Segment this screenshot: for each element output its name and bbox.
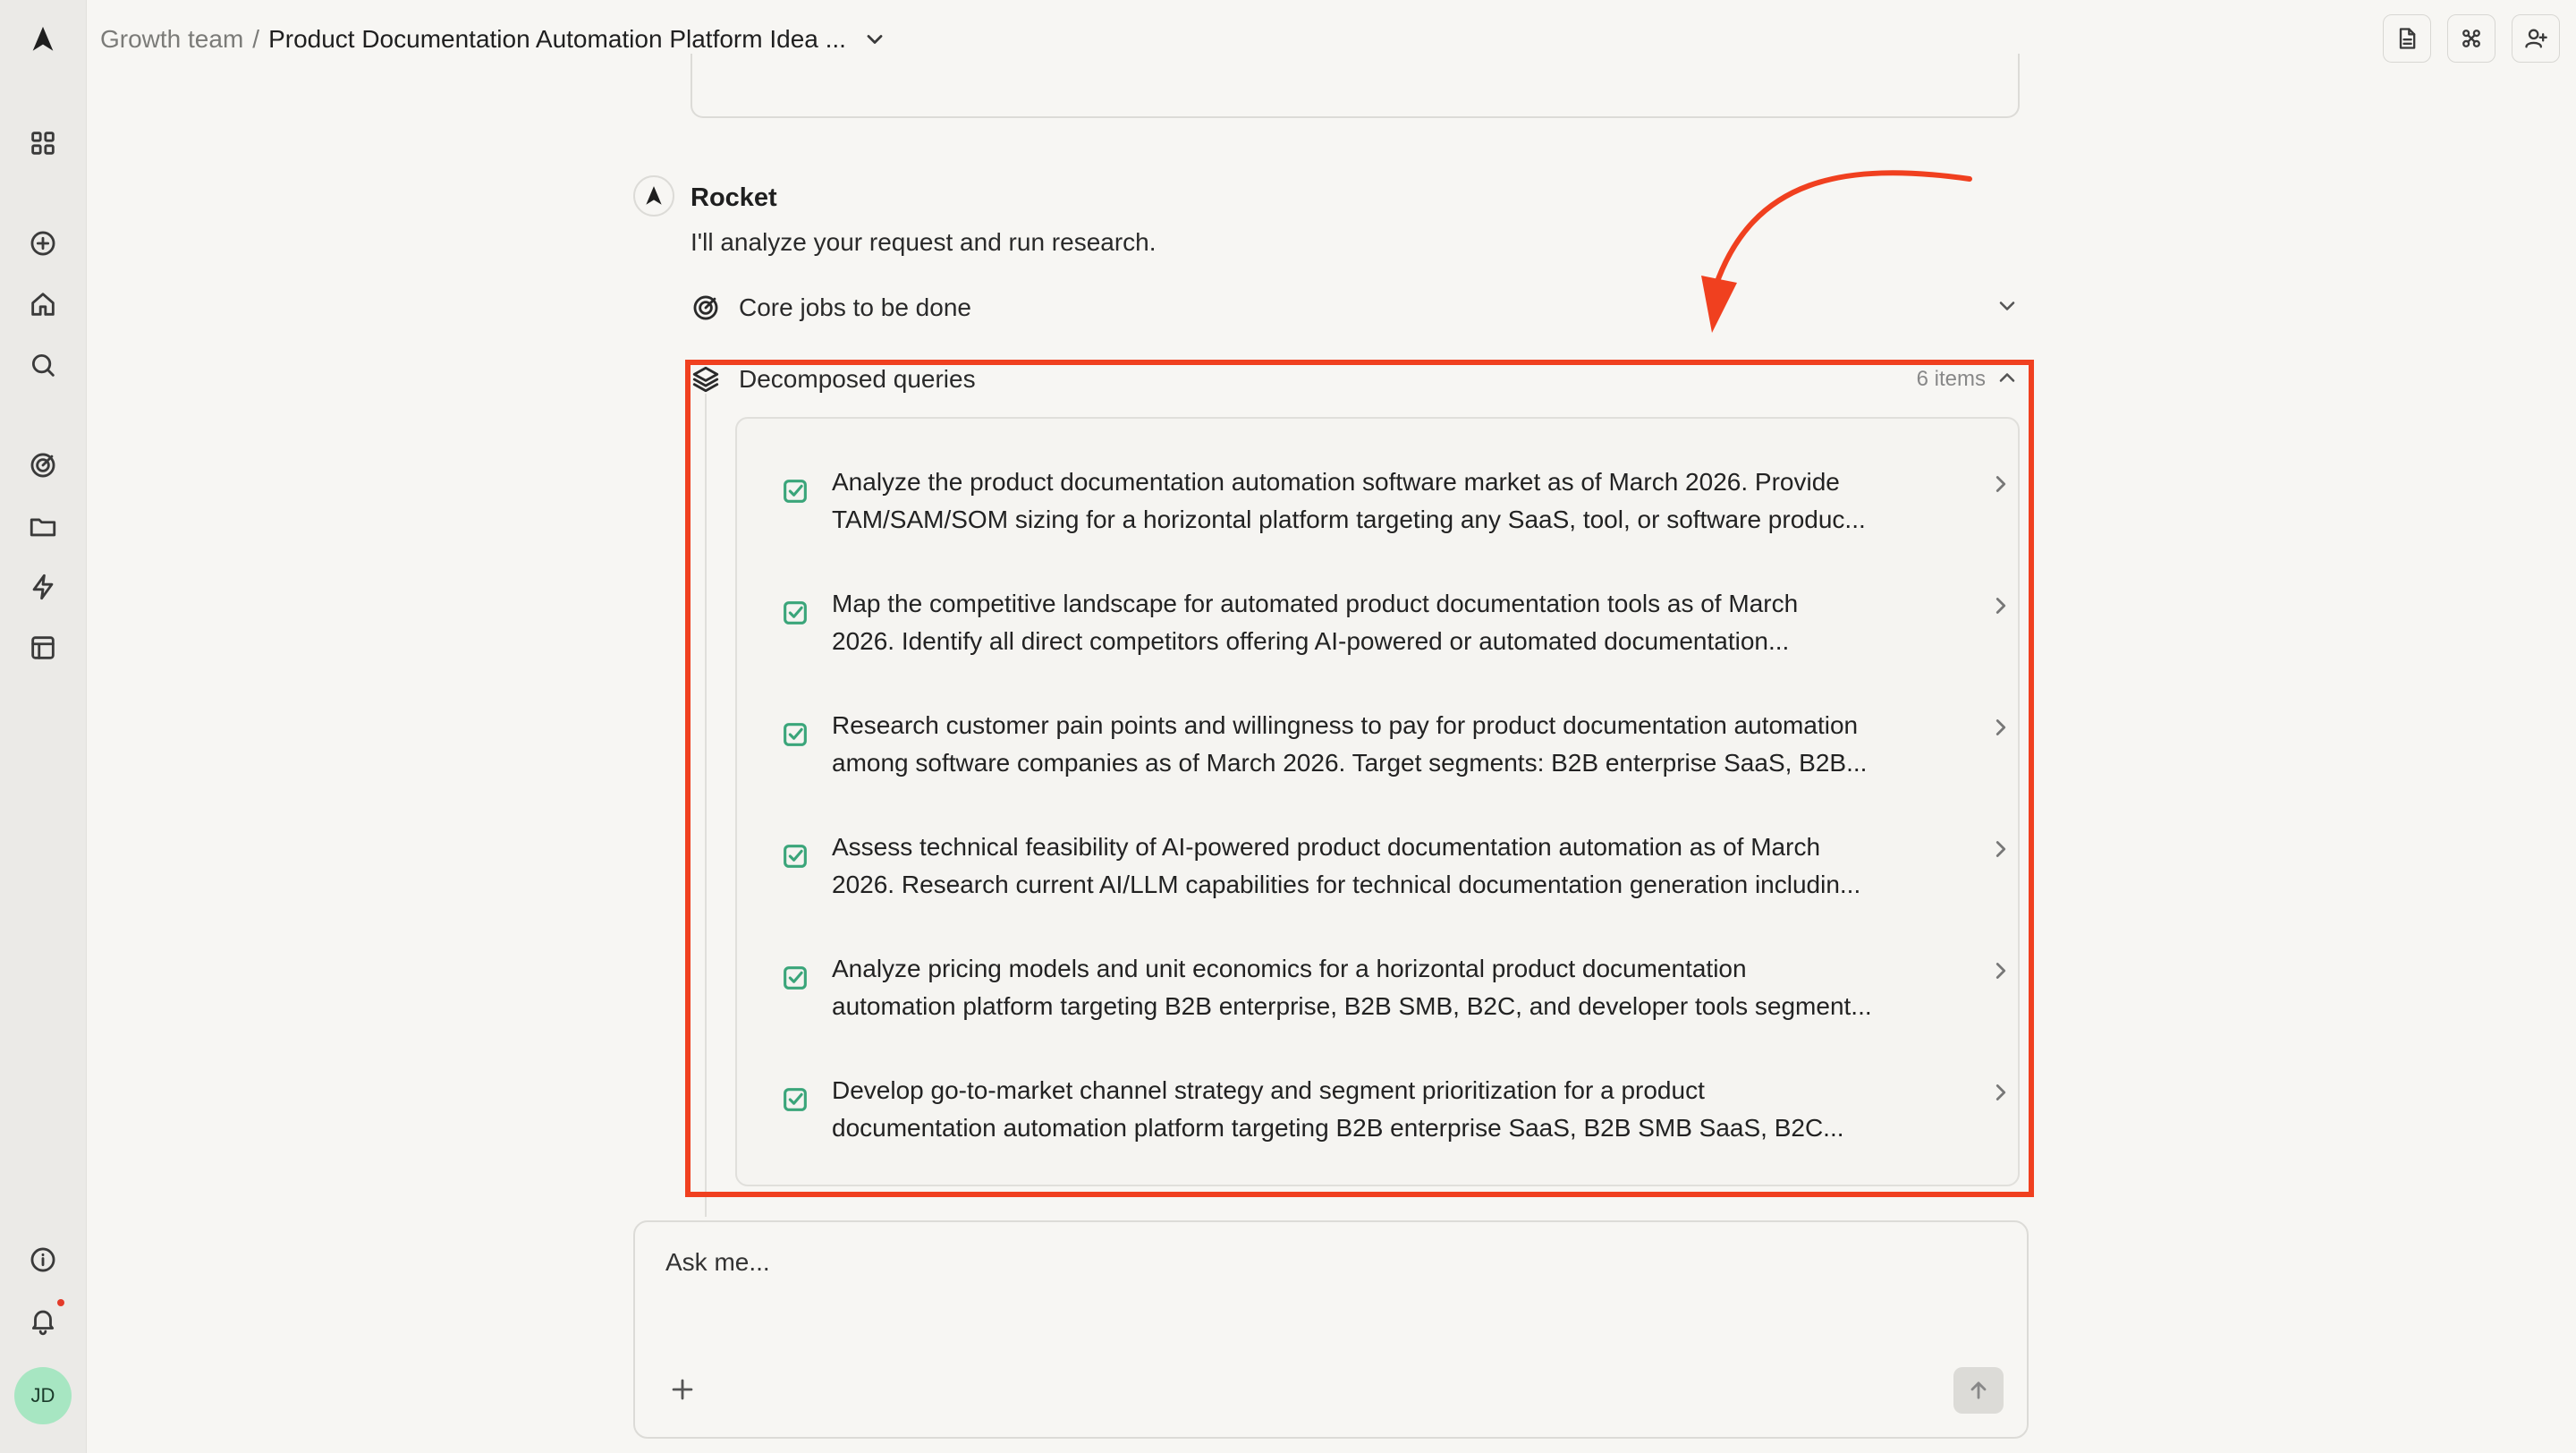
query-text-line: among software companies as of March 2026. Target segments: B2B enterprise SaaS, B2B...: [832, 749, 1868, 777]
query-item[interactable]: [780, 828, 1979, 918]
chevron-right-icon[interactable]: [1987, 836, 2014, 862]
command-button[interactable]: [2447, 14, 2496, 63]
query-item[interactable]: [780, 585, 1979, 675]
chevron-up-icon[interactable]: [1995, 365, 2020, 395]
decomposed-queries-label: Decomposed queries: [739, 365, 976, 393]
bell-icon[interactable]: [25, 1303, 61, 1338]
previous-message-card: [691, 54, 2020, 118]
assistant-avatar: [633, 175, 674, 217]
ask-input[interactable]: [664, 1247, 1919, 1278]
page-title[interactable]: Product Documentation Automation Platform Idea ...: [268, 25, 846, 53]
composer: [633, 1220, 2029, 1439]
chevron-right-icon[interactable]: [1987, 1079, 2014, 1106]
query-text-line: Assess technical feasibility of AI-powered product documentation automation as of March: [832, 833, 1821, 861]
assistant-name: Rocket: [691, 183, 777, 212]
query-text-line: Map the competitive landscape for automated product documentation tools as of March: [832, 590, 1799, 617]
sidebar: [0, 0, 87, 1453]
breadcrumb-separator: /: [252, 25, 260, 53]
chevron-down-icon[interactable]: [1995, 293, 2020, 323]
chevron-right-icon[interactable]: [1987, 957, 2014, 984]
query-text-line: 2026. Research current AI/LLM capabilities for technical documentation generation includin...: [832, 871, 1861, 898]
check-icon: [780, 476, 810, 506]
check-icon: [780, 1084, 810, 1115]
decomposed-queries-step[interactable]: [691, 358, 2020, 401]
check-icon: [780, 963, 810, 993]
chevron-right-icon[interactable]: [1987, 592, 2014, 619]
query-item[interactable]: [780, 950, 1979, 1040]
lightning-icon[interactable]: [25, 569, 61, 605]
query-item[interactable]: [780, 707, 1979, 796]
avatar[interactable]: JD: [14, 1367, 72, 1424]
check-icon: [780, 841, 810, 871]
breadcrumb-parent[interactable]: Growth team: [100, 25, 244, 53]
command-icon: [2459, 26, 2484, 51]
rocket-logo-icon: [642, 184, 665, 208]
breadcrumb: [100, 21, 887, 57]
chevron-right-icon[interactable]: [1987, 714, 2014, 741]
chevron-right-icon[interactable]: [1987, 471, 2014, 497]
rocket-logo-icon[interactable]: [25, 21, 61, 57]
add-person-button[interactable]: [2512, 14, 2560, 63]
assistant-message: I'll analyze your request and run research.: [691, 228, 1157, 256]
query-item[interactable]: [780, 463, 1979, 553]
info-icon[interactable]: [25, 1242, 61, 1278]
search-icon[interactable]: [25, 347, 61, 383]
attach-plus-icon[interactable]: [667, 1374, 698, 1405]
layout-icon[interactable]: [25, 630, 61, 666]
query-text-line: Research customer pain points and willingness to pay for product documentation automation: [832, 711, 1859, 739]
query-text-line: Analyze pricing models and unit economics for a horizontal product documentation: [832, 955, 1747, 982]
query-text-line: documentation automation platform targeting B2B enterprise SaaS, B2B SMB SaaS, B2C...: [832, 1114, 1844, 1142]
plus-circle-icon[interactable]: [25, 225, 61, 261]
arrow-up-icon: [1966, 1378, 1991, 1403]
query-text-line: Analyze the product documentation automation software market as of March 2026. Provide: [832, 468, 1840, 496]
query-text-line: TAM/SAM/SOM sizing for a horizontal platform targeting any SaaS, tool, or software produc...: [832, 506, 1866, 533]
check-icon: [780, 719, 810, 750]
target-icon[interactable]: [25, 447, 61, 483]
query-text-line: 2026. Identify all direct competitors offering AI-powered or automated documentation...: [832, 627, 1790, 655]
core-jobs-label: Core jobs to be done: [739, 293, 971, 321]
query-text-line: automation platform targeting B2B enterprise, B2B SMB, B2C, and developer tools segment...: [832, 992, 1872, 1020]
query-text-line: Develop go-to-market channel strategy and segment prioritization for a product: [832, 1076, 1705, 1104]
items-count-badge: 6 items: [1916, 367, 1986, 391]
document-button[interactable]: [2383, 14, 2431, 63]
send-button[interactable]: [1953, 1367, 2004, 1414]
annotation-arrow-icon: [1682, 161, 1986, 340]
layers-icon: [691, 364, 721, 395]
notification-dot: [57, 1299, 64, 1306]
chevron-down-icon[interactable]: [862, 27, 887, 52]
folder-icon[interactable]: [25, 508, 61, 544]
document-icon: [2394, 26, 2419, 51]
check-icon: [780, 598, 810, 628]
query-item[interactable]: [780, 1072, 1979, 1161]
thread-line: [705, 394, 707, 1217]
home-icon[interactable]: [25, 286, 61, 322]
add-person-icon: [2523, 26, 2548, 51]
queries-list: [735, 417, 2020, 1186]
grid-icon[interactable]: [25, 125, 61, 161]
target-icon: [691, 293, 721, 323]
